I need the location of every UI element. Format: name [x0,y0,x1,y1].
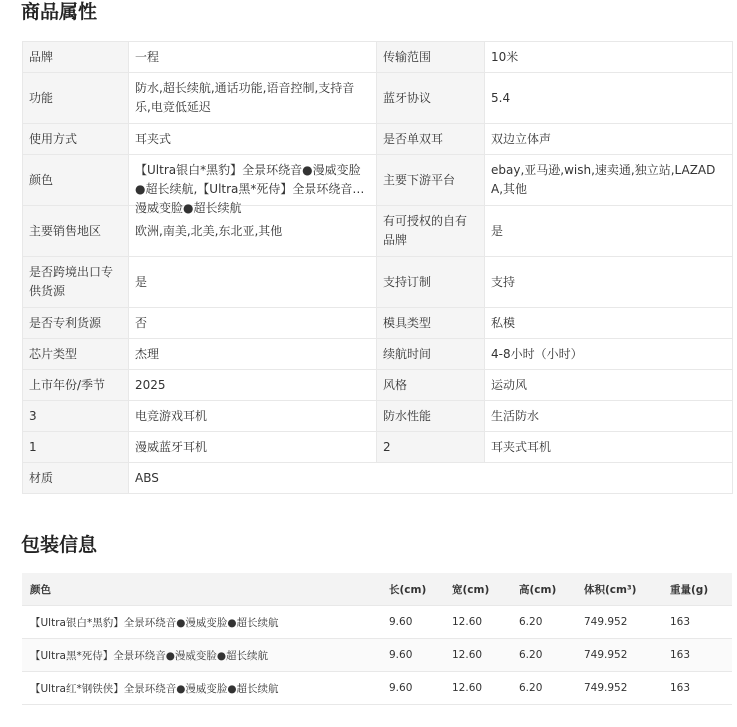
attribute-name: 蓝牙协议 [377,73,485,124]
packaging-cell: 749.952 [576,606,662,639]
attribute-value: 杰理 [129,339,377,370]
attribute-row [23,155,733,206]
attribute-name: 主要销售地区 [23,206,129,257]
attribute-row [23,206,733,257]
attribute-name: 防水性能 [377,401,485,432]
packaging-cell: 6.20 [511,672,576,705]
attribute-value: 一程 [129,42,377,73]
attribute-value: 耳夹式 [129,124,377,155]
attribute-value: 运动风 [485,370,733,401]
attribute-name: 传输范围 [377,42,485,73]
packaging-cell: 12.60 [444,672,511,705]
attribute-value: 电竞游戏耳机 [129,401,377,432]
attribute-name: 颜色 [23,155,129,206]
attribute-value: 漫威蓝牙耳机 [129,432,377,463]
packaging-column-header: 长(cm) [381,573,444,606]
attribute-name: 芯片类型 [23,339,129,370]
packaging-table [22,573,732,705]
attribute-name: 3 [23,401,129,432]
packaging-cell: 【Ultra银白*黑豹】全景环绕音●漫威变脸●超长续航 [22,606,381,639]
packaging-cell: 【Ultra红*钢铁侠】全景环绕音●漫威变脸●超长续航 [22,672,381,705]
attribute-name: 主要下游平台 [377,155,485,206]
packaging-column-header: 颜色 [22,573,381,606]
attribute-row [23,42,733,73]
packaging-cell: 163 [662,639,732,672]
attribute-name: 品牌 [23,42,129,73]
packaging-column-header: 体积(cm³) [576,573,662,606]
attribute-row [23,339,733,370]
attribute-value: 10米 [485,42,733,73]
attribute-value: ebay,亚马逊,wish,速卖通,独立站,LAZADA,其他 [485,155,733,206]
packaging-cell: 12.60 [444,606,511,639]
attribute-value [129,155,377,215]
packaging-cell: 163 [662,672,732,705]
attribute-name: 模具类型 [377,308,485,339]
packaging-cell: 6.20 [511,606,576,639]
attribute-row [23,401,733,432]
packaging-cell: 6.20 [511,639,576,672]
attribute-row [23,73,733,124]
packaging-cell: 【Ultra黑*死侍】全景环绕音●漫威变脸●超长续航 [22,639,381,672]
attribute-name: 有可授权的自有品牌 [377,206,485,257]
packaging-column-header: 高(cm) [511,573,576,606]
attribute-row [23,463,733,494]
packaging-row [22,606,732,639]
attribute-name: 使用方式 [23,124,129,155]
packaging-row [22,639,732,672]
packaging-cell: 12.60 [444,639,511,672]
attribute-value: 否 [129,308,377,339]
attribute-value: 私模 [485,308,733,339]
packaging-cell: 749.952 [576,639,662,672]
attribute-name: 上市年份/季节 [23,370,129,401]
attribute-name: 是否专利货源 [23,308,129,339]
attribute-name: 材质 [23,463,129,494]
attribute-value: 欧洲,南美,北美,东北亚,其他 [129,206,377,257]
attribute-value: 耳夹式耳机 [485,432,733,463]
attribute-value: 支持 [485,257,733,308]
attribute-row [23,370,733,401]
attribute-value: ABS [129,463,733,494]
attribute-name: 2 [377,432,485,463]
attribute-name: 续航时间 [377,339,485,370]
attribute-name: 风格 [377,370,485,401]
attribute-name: 是否单双耳 [377,124,485,155]
attribute-value-text: 【Ultra银白*黑豹】全景环绕音●漫威变脸●超长续航,【Ultra黑*死侍】全景环绕音●漫威变脸●超长续航 [135,163,363,215]
attribute-row [23,124,733,155]
attribute-name: 支持订制 [377,257,485,308]
attribute-value: 2025 [129,370,377,401]
packaging-cell: 163 [662,606,732,639]
attributes-section-title: 商品属性 [21,1,98,23]
attribute-row [23,432,733,463]
packaging-cell: 9.60 [381,639,444,672]
attribute-name: 1 [23,432,129,463]
packaging-header-row [22,573,732,606]
packaging-cell: 9.60 [381,672,444,705]
attribute-value: 生活防水 [485,401,733,432]
packaging-column-header: 宽(cm) [444,573,511,606]
attribute-name: 功能 [23,73,129,124]
attributes-table [22,41,733,494]
attribute-row [23,308,733,339]
attribute-value: 5.4 [485,73,733,124]
attribute-value: 是 [485,206,733,257]
attribute-row [23,257,733,308]
packaging-row [22,672,732,705]
attribute-value: 是 [129,257,377,308]
packaging-section-title: 包装信息 [21,534,98,556]
packaging-cell: 9.60 [381,606,444,639]
packaging-cell: 749.952 [576,672,662,705]
attribute-value: 双边立体声 [485,124,733,155]
packaging-column-header: 重量(g) [662,573,732,606]
attribute-name: 是否跨境出口专供货源 [23,257,129,308]
attribute-value: 防水,超长续航,通话功能,语音控制,支持音乐,电竞低延迟 [129,73,377,124]
attribute-value: 4-8小时（小时） [485,339,733,370]
